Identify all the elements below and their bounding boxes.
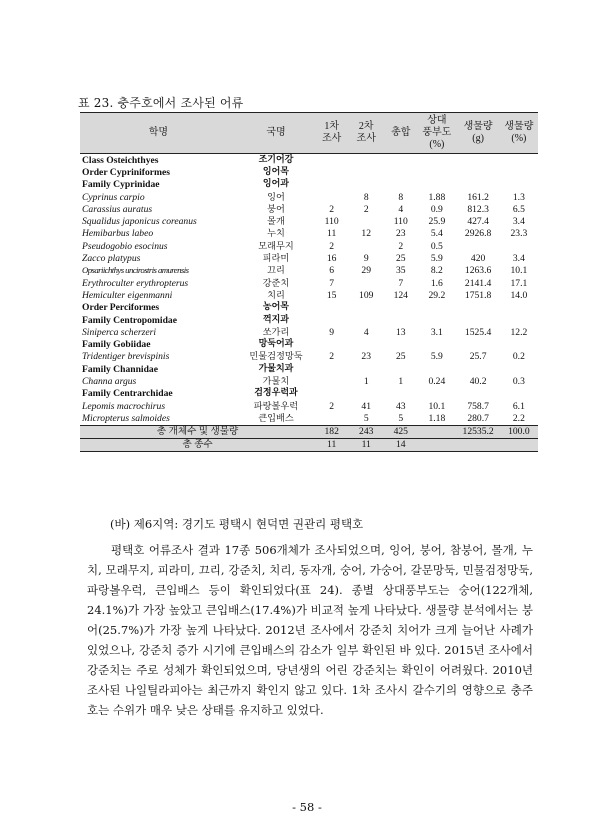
section-heading: (바) 제6지역: 경기도 평택시 현덕면 권관리 평택호: [110, 517, 364, 531]
table-row-family: Family Centrarchidae 검정우럭과: [82, 388, 298, 400]
table-row-order: Order Perciformes 농어목: [82, 302, 290, 314]
header-total: 총합: [384, 113, 417, 154]
table-row-order: Order Cypriniformes 잉어목: [82, 166, 290, 178]
page-number: - 58 -: [292, 800, 322, 814]
table-row-family: Family Gobiidae 망둑어과: [82, 339, 294, 351]
header-survey1: 1차 조사: [315, 113, 348, 154]
table-header-row: [80, 113, 538, 154]
table-row: Erythroculter erythropterus 강준치 7 7 1.6 2141.4 17.1: [82, 277, 528, 289]
table-row-total-species: 총 종수 11 11 14: [80, 438, 538, 451]
header-biomass: 생물량 (g): [456, 113, 499, 154]
table-row: Channa argus 가물치 1 1 0.24 40.2 0.3: [82, 375, 525, 387]
table-row: Micropterus salmoides 큰입배스 5 5 1.18 280.7 2.2: [82, 412, 525, 424]
header-survey2: 2차 조사: [348, 113, 384, 154]
table-row: Zacco platypus 피라미 16 9 25 5.9 420 3.4: [82, 253, 525, 265]
table-row: Siniperca scherzeri 쏘가리 9 4 13 3.1 1525.4 12.2: [82, 326, 528, 338]
table-row: Opsariichthys uncirostris amurensis 끄리 6 29 35 8.2 1263.6 10.1: [82, 265, 528, 277]
table-row-class: Class Osteichthyes 조기어강: [82, 154, 294, 166]
body-text: [87, 540, 533, 720]
table-row: Carassius auratus 붕어 2 2 4 0.9 812.3 6.5: [82, 203, 525, 215]
header-relative-abundance: 상대 풍부도 (%): [417, 113, 456, 154]
table-row: Hemiculter eigenmanni 치리 15 109 124 29.2 1751.8 14.0: [82, 289, 528, 301]
header-scientific-name: 학명: [80, 113, 237, 154]
table-row: Cyprinus carpio 잉어 8 8 1.88 161.2 1.3: [82, 191, 525, 203]
table-row-family: Family Centropomidae 꺽지과: [82, 314, 290, 326]
table-row-total-individuals: 총 개체수 및 생물량 182 243 425 12535.2 100.0: [80, 425, 538, 438]
body-paragraph: 평택호 어류조사 결과 17종 506개체가 조사되었으며, 잉어, 붕어, 참붕어, 몰개, 누치, 모래무지, 피라미, 끄리, 강준치, 치리, 동자개, 숭어, 가숭어, 갈문망둑, 민물검정망둑, 파랑볼우럭, 큰입배스 등이 확인되었다(표 24). 종별 상대풍부도는 숭어(122개체, 24.1%)가 가장 높았고 큰입배스(17.4%)가 비교적 높게 나타났다. 생물량 분석에서는 붕어(25.7%)가 가장 높게 나타났다. 2012년 조사에서 강준치 치어가 크게 늘어난 사례가 있었으나, 강준치 증가 시기에 큰입배스의 감소가 일부 확인된 바 있다. 2015년 조사에서 강준치는 주로 성체가 확인되었으며, 당년생의 어린 강준치는 확인이 어려웠다. 2010년 조사된 나일틸라피아는 최근까지 확인지 않고 있다. 1차 조사시 갈수기의 영향으로 충주호는 수위가 매우 낮은 상태를 유지하고 있었다.: [87, 543, 533, 717]
table-row-family: Family Cyprinidae 잉어과: [82, 179, 290, 191]
fish-species-table: [80, 112, 538, 452]
table-row: Pseudogobio esocinus 모래무지 2 2 0.5: [82, 240, 443, 252]
table-row: Lepomis macrochirus 파랑볼우럭 2 41 43 10.1 758.7 6.1: [82, 400, 525, 412]
table-row: Squalidus japonicus coreanus 몰개 110 110 25.9 427.4 3.4: [82, 216, 525, 228]
header-biomass-percent: 생물량 (%): [500, 113, 538, 154]
table-row: Tridentiger brevispinis 민물검정망둑 2 23 25 5.9 25.7 0.2: [82, 351, 525, 363]
header-korean-name: 국명: [237, 113, 315, 154]
table-row-family: Family Channidae 가물치과: [82, 363, 294, 375]
table-row: Hemibarbus labeo 누치 11 12 23 5.4 2926.8 23.3: [82, 228, 528, 240]
table-caption: 표 23. 충주호에서 조사된 어류: [78, 96, 244, 110]
